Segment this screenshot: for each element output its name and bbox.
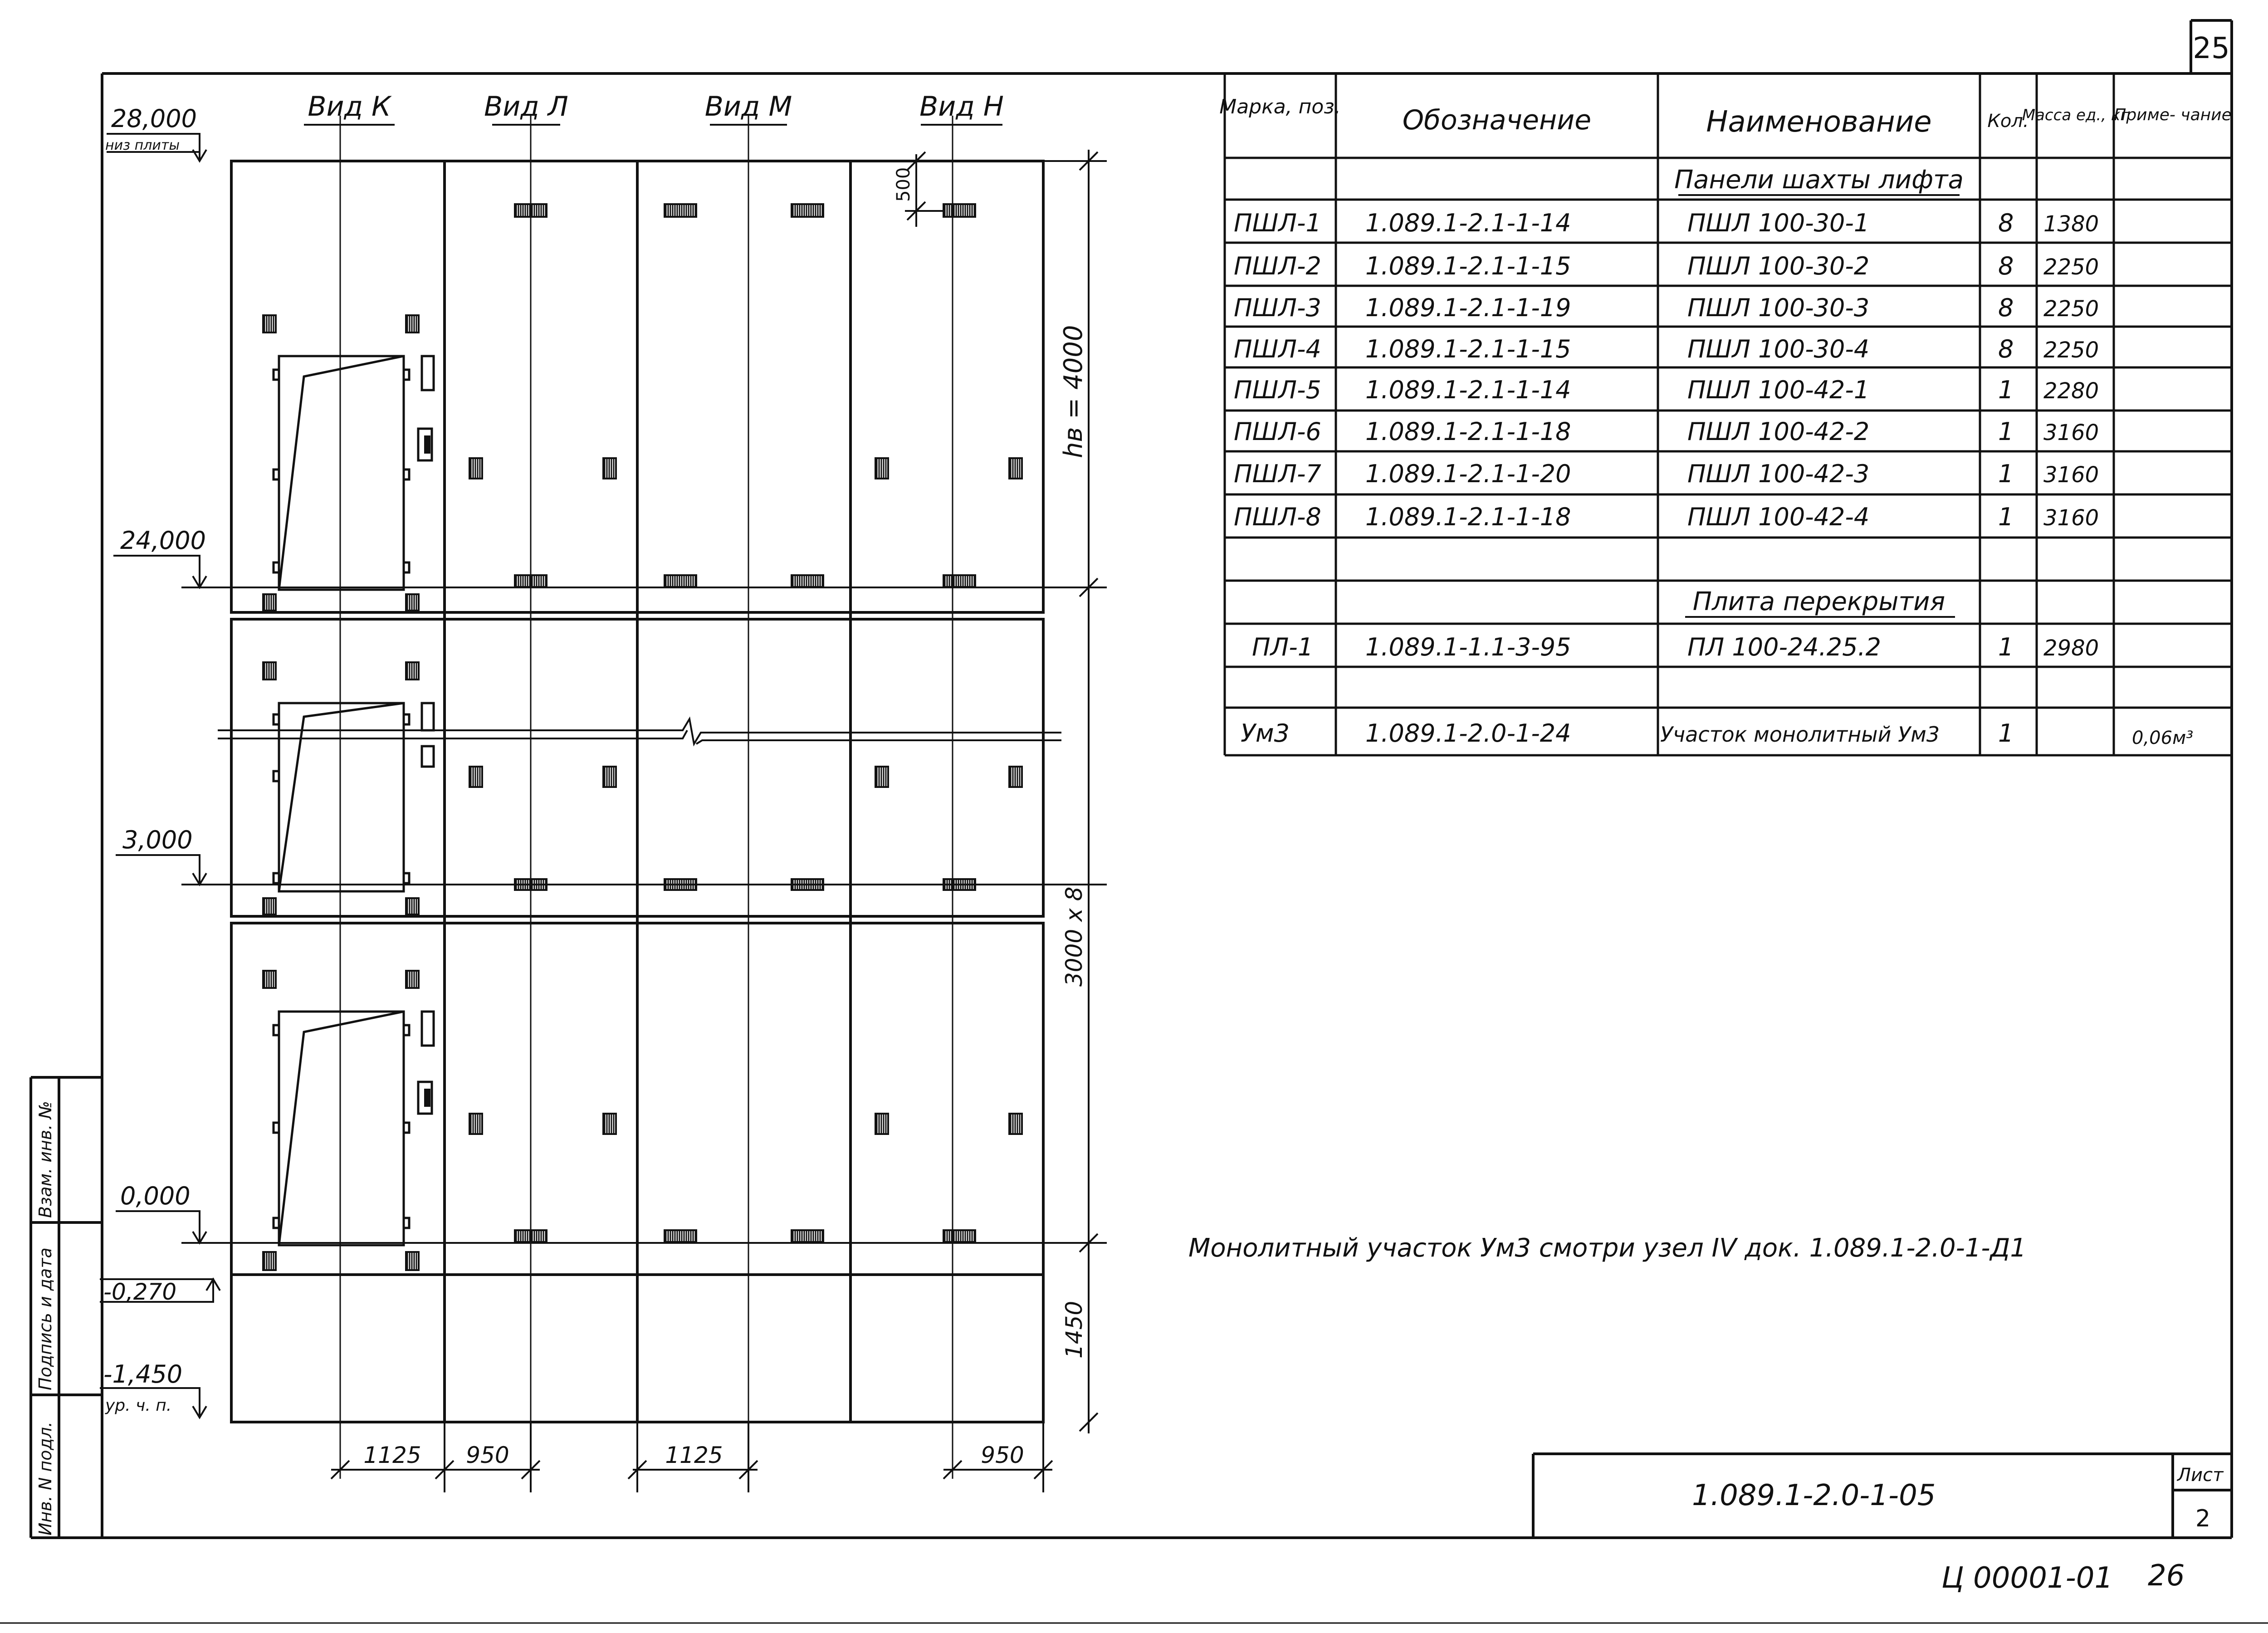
doc-code: 1.089.1-2.0-1-05 [1692, 1479, 1936, 1512]
header-mass: Масса ед., кг [2022, 106, 2129, 124]
row4-qty: 8 [1998, 335, 2014, 363]
row3-qty: 8 [1998, 293, 2014, 322]
row3-name: ПШЛ 100-30-3 [1687, 293, 1870, 322]
break-line [218, 719, 1061, 744]
stamp-replace-label: Взам. инв. № [35, 1100, 55, 1218]
row1-mark: ПШЛ-1 [1234, 209, 1321, 237]
stamp-sign-label: Подпись и дата [35, 1247, 55, 1390]
row4-mark: ПШЛ-4 [1234, 335, 1321, 363]
row-um3-designation: 1.089.1-2.0-1-24 [1365, 719, 1571, 748]
sheet-number-top: 25 [2193, 32, 2230, 65]
row7-mass: 3160 [2043, 462, 2099, 488]
row8-qty: 1 [1998, 503, 2014, 531]
elev-slab-label: низ плиты [105, 137, 180, 153]
row6-designation: 1.089.1-2.1-1-18 [1365, 417, 1571, 446]
elevation-marks [100, 134, 220, 1418]
header-note: Приме- чание [2114, 106, 2232, 124]
sheet-label: Лист [2177, 1465, 2224, 1486]
sheet-no: 2 [2195, 1505, 2211, 1532]
panel-rows [231, 161, 1043, 1422]
door-frame-parts [274, 356, 434, 1228]
row1-mass: 1380 [2043, 211, 2099, 237]
row-slab-qty: 1 [1998, 633, 2014, 661]
sheet-frame [31, 20, 2232, 1538]
row5-mass: 2280 [2043, 378, 2099, 404]
row3-designation: 1.089.1-2.1-1-19 [1365, 293, 1571, 322]
row-slab-name: ПЛ 100-24.25.2 [1687, 633, 1882, 661]
row6-mass: 3160 [2043, 420, 2099, 445]
row2-name: ПШЛ 100-30-2 [1687, 252, 1870, 280]
dim-500: 500 [893, 167, 914, 202]
dim-1450: 1450 [1061, 1301, 1087, 1359]
door-openings [279, 356, 404, 1245]
side-stamp [35, 1101, 55, 1535]
view-title-k: Вид К [308, 91, 391, 122]
row2-mark: ПШЛ-2 [1234, 252, 1321, 280]
dim-hb: hв = 4000 [1059, 325, 1088, 458]
elev-0000: 0,000 [120, 1182, 191, 1210]
row1-name: ПШЛ 100-30-1 [1687, 209, 1870, 237]
row2-mass: 2250 [2043, 254, 2099, 280]
view-title-n: Вид Н [919, 91, 1004, 122]
row-slab-mass: 2980 [2043, 636, 2099, 661]
row-um3-note: 0,06м³ [2132, 728, 2194, 748]
row4-mass: 2250 [2043, 337, 2099, 363]
elev-24000: 24,000 [120, 526, 206, 555]
elev-3000: 3,000 [122, 826, 193, 854]
row5-mark: ПШЛ-5 [1234, 376, 1321, 404]
dim-bottom-950-a: 950 [466, 1442, 509, 1468]
row-um3-name: Участок монолитный Ум3 [1660, 722, 1940, 747]
row5-qty: 1 [1998, 376, 2014, 404]
row-um3-qty: 1 [1998, 719, 2014, 748]
row1-qty: 8 [1998, 209, 2014, 237]
row6-mark: ПШЛ-6 [1234, 417, 1321, 446]
row7-mark: ПШЛ-7 [1234, 460, 1321, 488]
section-title-slab: Плита перекрытия [1692, 587, 1945, 616]
header-name: Наименование [1706, 105, 1932, 139]
dim-bottom-1125-a: 1125 [363, 1442, 421, 1468]
elev-ground-label: ур. ч. п. [105, 1396, 172, 1415]
header-designation: Обозначение [1402, 104, 1592, 136]
row7-qty: 1 [1998, 460, 2014, 488]
row3-mark: ПШЛ-3 [1234, 293, 1321, 322]
view-title-l: Вид Л [484, 91, 568, 122]
row5-name: ПШЛ 100-42-1 [1687, 376, 1870, 404]
row6-qty: 1 [1998, 417, 2014, 446]
row7-name: ПШЛ 100-42-3 [1687, 460, 1870, 488]
row4-name: ПШЛ 100-30-4 [1687, 335, 1870, 363]
elev-28000: 28,000 [111, 104, 197, 133]
dim-bottom-1125-b: 1125 [665, 1442, 723, 1468]
note-text: Монолитный участок Ум3 смотри узел IV док. 1.089.1-2.0-1-Д1 [1188, 1233, 2027, 1263]
section-title-panels: Панели шахты лифта [1674, 165, 1964, 195]
dim-bottom-950-b: 950 [981, 1442, 1024, 1468]
elev-minus-0270: -0,270 [103, 1279, 177, 1305]
row8-designation: 1.089.1-2.1-1-18 [1365, 503, 1571, 531]
row8-mark: ПШЛ-8 [1234, 503, 1321, 531]
shaft-drawing [100, 91, 1107, 1492]
view-title-m: Вид М [704, 91, 792, 122]
row2-designation: 1.089.1-2.1-1-15 [1365, 252, 1571, 280]
row8-name: ПШЛ 100-42-4 [1687, 503, 1870, 531]
row8-mass: 3160 [2043, 505, 2099, 531]
row2-qty: 8 [1998, 252, 2014, 280]
dim-3000x8: 3000 x 8 [1061, 886, 1087, 987]
stamp-inv-label: Инв. N подл. [35, 1421, 55, 1535]
elev-minus-1450: -1,450 [103, 1360, 183, 1389]
row6-name: ПШЛ 100-42-2 [1687, 417, 1870, 446]
row1-designation: 1.089.1-2.1-1-14 [1365, 209, 1571, 237]
page-number: 26 [2148, 1559, 2185, 1593]
row4-designation: 1.089.1-2.1-1-15 [1365, 335, 1571, 363]
row3-mass: 2250 [2043, 296, 2099, 322]
header-qty: Кол. [1987, 111, 2029, 132]
row7-designation: 1.089.1-2.1-1-20 [1365, 460, 1571, 488]
row-slab-mark: ПЛ-1 [1252, 633, 1314, 661]
spec-table [1219, 73, 2232, 755]
row5-designation: 1.089.1-2.1-1-14 [1365, 376, 1571, 404]
embedded-parts [263, 204, 1022, 1270]
row-slab-designation: 1.089.1-1.1-3-95 [1365, 633, 1571, 661]
archive-number: Ц 00001-01 [1941, 1561, 2113, 1595]
row-um3-mark: Ум3 [1241, 719, 1290, 748]
header-mark: Марка, поз. [1219, 95, 1341, 118]
